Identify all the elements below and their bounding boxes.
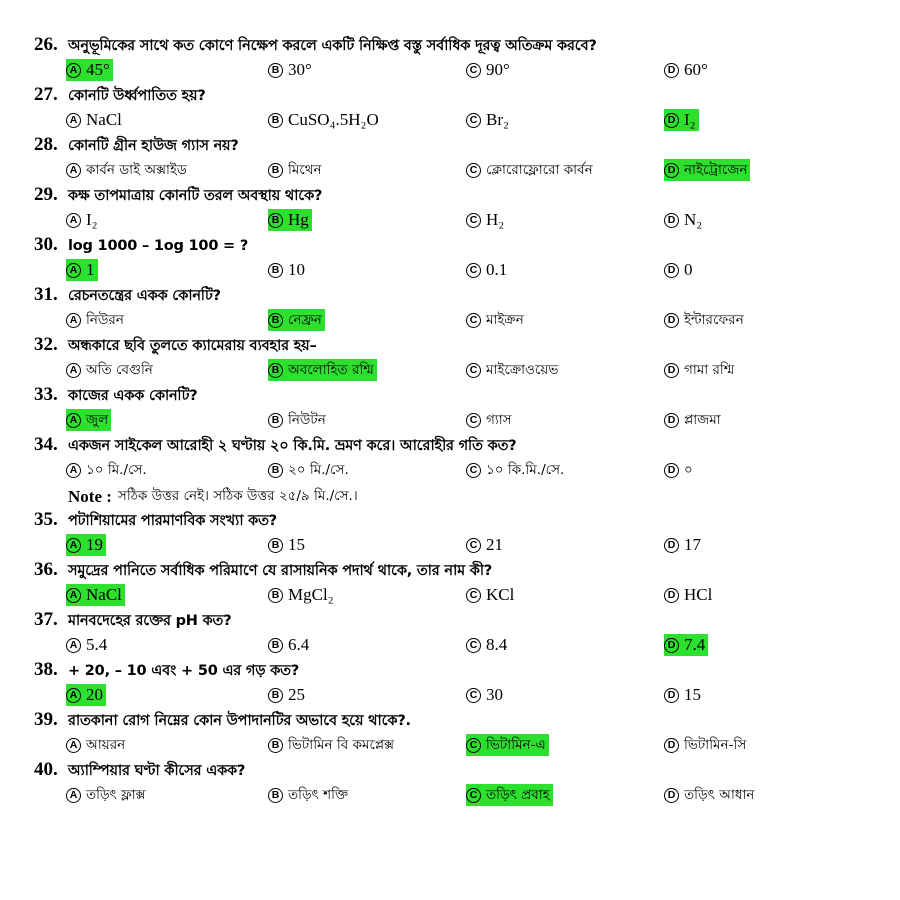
question-row bbox=[0, 759, 900, 784]
option-a bbox=[66, 359, 153, 381]
option-d bbox=[664, 209, 702, 231]
option-text: 8.4 bbox=[486, 635, 508, 654]
options-row bbox=[0, 534, 900, 559]
note-text: সঠিক উত্তর নেই। সঠিক উত্তর ২৫/৯ মি./সে.। bbox=[117, 488, 358, 504]
option-d bbox=[664, 459, 693, 481]
option-b bbox=[268, 259, 305, 281]
option-a bbox=[66, 784, 146, 806]
question-row bbox=[0, 709, 900, 734]
option-letter-badge: A bbox=[66, 788, 81, 803]
option-a bbox=[66, 159, 187, 181]
option-letter-badge: B bbox=[268, 738, 283, 753]
question-row bbox=[0, 559, 900, 584]
option-letter-badge: B bbox=[268, 463, 283, 478]
question-text: রেচনতন্ত্রের একক কোনটি? bbox=[68, 288, 221, 304]
option-a bbox=[66, 109, 122, 131]
question-number: 30. bbox=[34, 234, 58, 255]
options-row bbox=[0, 784, 900, 809]
question-number: 36. bbox=[34, 559, 58, 580]
options-row bbox=[0, 109, 900, 134]
question-number: 39. bbox=[34, 709, 58, 730]
option-b-correct bbox=[268, 309, 325, 331]
option-text: নিউরন bbox=[86, 311, 124, 328]
option-letter-badge: B bbox=[268, 213, 283, 228]
option-text: তড়িৎ প্রবাহ bbox=[486, 786, 550, 803]
option-text: মিথেন bbox=[288, 161, 322, 178]
option-b bbox=[268, 159, 322, 181]
option-letter-badge: A bbox=[66, 588, 81, 603]
option-d bbox=[664, 784, 754, 806]
options-row bbox=[0, 159, 900, 184]
option-letter-badge: C bbox=[466, 638, 481, 653]
option-a bbox=[66, 459, 147, 481]
option-b bbox=[268, 584, 334, 606]
option-d-correct bbox=[664, 634, 708, 656]
option-letter-badge: C bbox=[466, 688, 481, 703]
option-text: প্লাজমা bbox=[684, 411, 721, 428]
option-letter-badge: A bbox=[66, 688, 81, 703]
option-letter-badge: C bbox=[466, 213, 481, 228]
option-c bbox=[466, 584, 514, 606]
option-b bbox=[268, 59, 312, 81]
option-letter-badge: A bbox=[66, 738, 81, 753]
option-c bbox=[466, 209, 504, 231]
option-letter-badge: B bbox=[268, 313, 283, 328]
option-letter-badge: A bbox=[66, 163, 81, 178]
option-letter-badge: A bbox=[66, 63, 81, 78]
option-letter-badge: C bbox=[466, 363, 481, 378]
option-letter-badge: B bbox=[268, 363, 283, 378]
option-text: তড়িৎ আধান bbox=[684, 786, 755, 803]
option-letter-badge: C bbox=[466, 788, 481, 803]
options-row bbox=[0, 259, 900, 284]
option-a-correct bbox=[66, 259, 98, 281]
option-d bbox=[664, 59, 708, 81]
option-text: গামা রশ্মি bbox=[684, 361, 735, 378]
options-row bbox=[0, 59, 900, 84]
option-text: অতি বেগুনি bbox=[86, 361, 153, 378]
options-row bbox=[0, 584, 900, 609]
option-text: 0.1 bbox=[486, 260, 508, 279]
option-text: 60° bbox=[684, 60, 708, 79]
question-number: 28. bbox=[34, 134, 58, 155]
option-letter-badge: C bbox=[466, 113, 481, 128]
option-text: ১০ মি./সে. bbox=[86, 461, 147, 478]
option-letter-badge: C bbox=[466, 738, 481, 753]
option-text: H₂ bbox=[486, 210, 505, 229]
option-d bbox=[664, 359, 734, 381]
option-letter-badge: C bbox=[466, 413, 481, 428]
option-letter-badge: D bbox=[664, 213, 679, 228]
option-c bbox=[466, 634, 507, 656]
question-text: সমুদ্রের পানিতে সর্বাধিক পরিমাণে যে রাসায়নিক পদার্থ থাকে, তার নাম কী? bbox=[68, 563, 493, 579]
option-text: Hg bbox=[288, 210, 309, 229]
question-row bbox=[0, 384, 900, 409]
option-text: 21 bbox=[486, 535, 503, 554]
option-text: মাইক্রোওয়েভ bbox=[486, 361, 559, 378]
option-text: 15 bbox=[288, 535, 305, 554]
option-d bbox=[664, 259, 693, 281]
option-letter-badge: A bbox=[66, 213, 81, 228]
option-letter-badge: B bbox=[268, 638, 283, 653]
option-letter-badge: A bbox=[66, 363, 81, 378]
options-row bbox=[0, 459, 900, 484]
option-text: 1 bbox=[86, 260, 95, 279]
option-text: 5.4 bbox=[86, 635, 108, 654]
option-letter-badge: D bbox=[664, 113, 679, 128]
option-a bbox=[66, 634, 107, 656]
question-row bbox=[0, 184, 900, 209]
option-text: 6.4 bbox=[288, 635, 310, 654]
option-c bbox=[466, 534, 503, 556]
option-text: ভিটামিন বি কমপ্লেক্স bbox=[288, 736, 395, 753]
option-d bbox=[664, 684, 701, 706]
option-text: ইন্টারফেরন bbox=[684, 311, 744, 328]
option-a-correct bbox=[66, 534, 106, 556]
question-row bbox=[0, 134, 900, 159]
option-letter-badge: B bbox=[268, 113, 283, 128]
options-row bbox=[0, 734, 900, 759]
option-d bbox=[664, 309, 744, 331]
note-label: Note : bbox=[68, 486, 112, 506]
option-d bbox=[664, 734, 746, 756]
option-text: NaCl bbox=[86, 585, 122, 604]
option-c bbox=[466, 159, 593, 181]
option-letter-badge: D bbox=[664, 588, 679, 603]
option-c bbox=[466, 459, 564, 481]
option-letter-badge: C bbox=[466, 313, 481, 328]
option-c bbox=[466, 684, 503, 706]
option-text: 19 bbox=[86, 535, 103, 554]
option-letter-badge: B bbox=[268, 163, 283, 178]
option-letter-badge: B bbox=[268, 63, 283, 78]
question-number: 31. bbox=[34, 284, 58, 305]
option-letter-badge: C bbox=[466, 588, 481, 603]
option-text: তড়িৎ শক্তি bbox=[288, 786, 349, 803]
option-d bbox=[664, 409, 721, 431]
option-text: মাইক্রন bbox=[486, 311, 524, 328]
option-text: 0 bbox=[684, 260, 693, 279]
option-letter-badge: D bbox=[664, 638, 679, 653]
option-b bbox=[268, 684, 305, 706]
option-c bbox=[466, 59, 510, 81]
option-letter-badge: C bbox=[466, 463, 481, 478]
option-a bbox=[66, 734, 125, 756]
option-text: NaCl bbox=[86, 110, 122, 129]
option-letter-badge: C bbox=[466, 163, 481, 178]
question-row bbox=[0, 34, 900, 59]
question-number: 27. bbox=[34, 84, 58, 105]
option-b bbox=[268, 634, 309, 656]
option-a-correct bbox=[66, 684, 106, 706]
option-letter-badge: D bbox=[664, 163, 679, 178]
question-text: কোনটি গ্রীন হাউজ গ্যাস নয়? bbox=[68, 138, 239, 154]
option-a-correct bbox=[66, 584, 125, 606]
answer-note bbox=[0, 484, 900, 509]
option-a-correct bbox=[66, 59, 113, 81]
option-text: ক্লোরোফ্লোরো কার্বন bbox=[486, 161, 593, 178]
option-letter-badge: C bbox=[466, 263, 481, 278]
option-text: Br₂ bbox=[486, 110, 509, 129]
option-letter-badge: D bbox=[664, 413, 679, 428]
option-text: CuSO₄.5H₂O bbox=[288, 110, 379, 129]
option-letter-badge: A bbox=[66, 263, 81, 278]
option-text: 25 bbox=[288, 685, 305, 704]
option-b-correct bbox=[268, 359, 377, 381]
option-letter-badge: D bbox=[664, 363, 679, 378]
option-text: 15 bbox=[684, 685, 701, 704]
options-row bbox=[0, 409, 900, 434]
question-row bbox=[0, 609, 900, 634]
option-d bbox=[664, 584, 712, 606]
options-row bbox=[0, 684, 900, 709]
question-row bbox=[0, 434, 900, 459]
option-c bbox=[466, 109, 509, 131]
question-number: 26. bbox=[34, 34, 58, 55]
option-c-correct bbox=[466, 734, 549, 756]
question-text: + 20, – 10 এবং + 50 এর গড় কত? bbox=[68, 663, 300, 679]
question-row bbox=[0, 659, 900, 684]
option-d-correct bbox=[664, 109, 699, 131]
option-letter-badge: D bbox=[664, 538, 679, 553]
option-letter-badge: D bbox=[664, 263, 679, 278]
option-letter-badge: D bbox=[664, 63, 679, 78]
question-text: রাতকানা রোগ নিম্নের কোন উপাদানটির অভাবে হয়ে থাকে?. bbox=[68, 713, 411, 729]
option-text: আয়রন bbox=[86, 736, 126, 753]
option-text: 17 bbox=[684, 535, 701, 554]
question-row bbox=[0, 234, 900, 259]
option-text: 10 bbox=[288, 260, 305, 279]
option-text: ভিটামিন-এ bbox=[486, 736, 546, 753]
question-text: পটাশিয়ামের পারমাণবিক সংখ্যা কত? bbox=[68, 513, 278, 529]
option-letter-badge: A bbox=[66, 463, 81, 478]
option-c bbox=[466, 259, 507, 281]
option-text: জুল bbox=[86, 411, 109, 428]
question-number: 32. bbox=[34, 334, 58, 355]
option-text: I₂ bbox=[86, 210, 98, 229]
option-b bbox=[268, 409, 326, 431]
option-letter-badge: A bbox=[66, 538, 81, 553]
option-letter-badge: D bbox=[664, 463, 679, 478]
option-text: KCl bbox=[486, 585, 515, 604]
option-letter-badge: D bbox=[664, 738, 679, 753]
question-row bbox=[0, 334, 900, 359]
option-letter-badge: A bbox=[66, 638, 81, 653]
option-letter-badge: A bbox=[66, 413, 81, 428]
option-d-correct bbox=[664, 159, 750, 181]
question-row bbox=[0, 284, 900, 309]
option-text: MgCl₂ bbox=[288, 585, 334, 604]
option-b bbox=[268, 534, 305, 556]
option-text: 20 bbox=[86, 685, 103, 704]
option-text: 7.4 bbox=[684, 635, 706, 654]
option-b-correct bbox=[268, 209, 312, 231]
option-text: I₂ bbox=[684, 110, 696, 129]
option-text: নেফ্রন bbox=[288, 311, 322, 328]
question-row bbox=[0, 509, 900, 534]
option-text: 30° bbox=[288, 60, 312, 79]
question-number: 37. bbox=[34, 609, 58, 630]
option-text: গ্যাস bbox=[486, 411, 512, 428]
option-d bbox=[664, 534, 701, 556]
option-c bbox=[466, 359, 558, 381]
option-letter-badge: C bbox=[466, 63, 481, 78]
question-number: 35. bbox=[34, 509, 58, 530]
option-text: নিউটন bbox=[288, 411, 326, 428]
option-letter-badge: A bbox=[66, 313, 81, 328]
option-text: ভিটামিন-সি bbox=[684, 736, 747, 753]
option-text: N₂ bbox=[684, 210, 703, 229]
option-a bbox=[66, 209, 98, 231]
question-text: কাজের একক কোনটি? bbox=[68, 388, 198, 404]
option-a bbox=[66, 309, 124, 331]
option-letter-badge: B bbox=[268, 788, 283, 803]
option-text: 30 bbox=[486, 685, 503, 704]
option-letter-badge: D bbox=[664, 788, 679, 803]
question-number: 29. bbox=[34, 184, 58, 205]
option-b bbox=[268, 459, 349, 481]
option-text: HCl bbox=[684, 585, 713, 604]
question-text: মানবদেহের রক্তের pH কত? bbox=[68, 613, 232, 629]
option-letter-badge: D bbox=[664, 313, 679, 328]
option-letter-badge: D bbox=[664, 688, 679, 703]
options-row bbox=[0, 359, 900, 384]
option-letter-badge: B bbox=[268, 588, 283, 603]
question-sheet bbox=[0, 34, 900, 809]
question-text: কোনটি উর্ধ্বপাতিত হয়? bbox=[68, 88, 206, 104]
question-number: 33. bbox=[34, 384, 58, 405]
option-text: ২০ মি./সে. bbox=[288, 461, 349, 478]
option-letter-badge: B bbox=[268, 413, 283, 428]
option-text: 90° bbox=[486, 60, 510, 79]
option-text: কার্বন ডাই অক্সাইড bbox=[86, 161, 187, 178]
question-number: 38. bbox=[34, 659, 58, 680]
option-b bbox=[268, 734, 394, 756]
option-text: ১০ কি.মি./সে. bbox=[486, 461, 565, 478]
option-b bbox=[268, 784, 348, 806]
question-text: অ্যাম্পিয়ার ঘণ্টা কীসের একক? bbox=[68, 763, 246, 779]
question-row bbox=[0, 84, 900, 109]
option-a-correct bbox=[66, 409, 111, 431]
option-c-correct bbox=[466, 784, 553, 806]
question-text: log 1000 – 1og 100 = ? bbox=[68, 238, 249, 254]
question-text: কক্ষ তাপমাত্রায় কোনটি তরল অবস্থায় থাকে? bbox=[68, 188, 323, 204]
question-number: 34. bbox=[34, 434, 58, 455]
option-letter-badge: B bbox=[268, 263, 283, 278]
option-letter-badge: B bbox=[268, 688, 283, 703]
option-letter-badge: A bbox=[66, 113, 81, 128]
option-letter-badge: B bbox=[268, 538, 283, 553]
option-c bbox=[466, 309, 524, 331]
options-row bbox=[0, 634, 900, 659]
option-text: ০ bbox=[684, 461, 693, 478]
options-row bbox=[0, 309, 900, 334]
option-letter-badge: C bbox=[466, 538, 481, 553]
option-text: অবলোহিত রশ্মি bbox=[288, 361, 374, 378]
question-number: 40. bbox=[34, 759, 58, 780]
question-text: একজন সাইকেল আরোহী ২ ঘণ্টায় ২০ কি.মি. ভ্রমণ করে। আরোহীর গতি কত? bbox=[68, 438, 517, 454]
question-text: অনুভূমিকের সাথে কত কোণে নিক্ষেপ করলে একটি নিক্ষিপ্ত বস্তু সর্বাধিক দূরত্ব অতিক্রম করবে? bbox=[68, 38, 597, 54]
option-text: 45° bbox=[86, 60, 110, 79]
option-b bbox=[268, 109, 379, 131]
options-row bbox=[0, 209, 900, 234]
question-text: অন্ধকারে ছবি তুলতে ক্যামেরায় ব্যবহার হয়– bbox=[68, 338, 317, 354]
option-c bbox=[466, 409, 512, 431]
option-text: তড়িৎ ফ্লাক্স bbox=[86, 786, 146, 803]
option-text: নাইট্রোজেন bbox=[684, 161, 748, 178]
